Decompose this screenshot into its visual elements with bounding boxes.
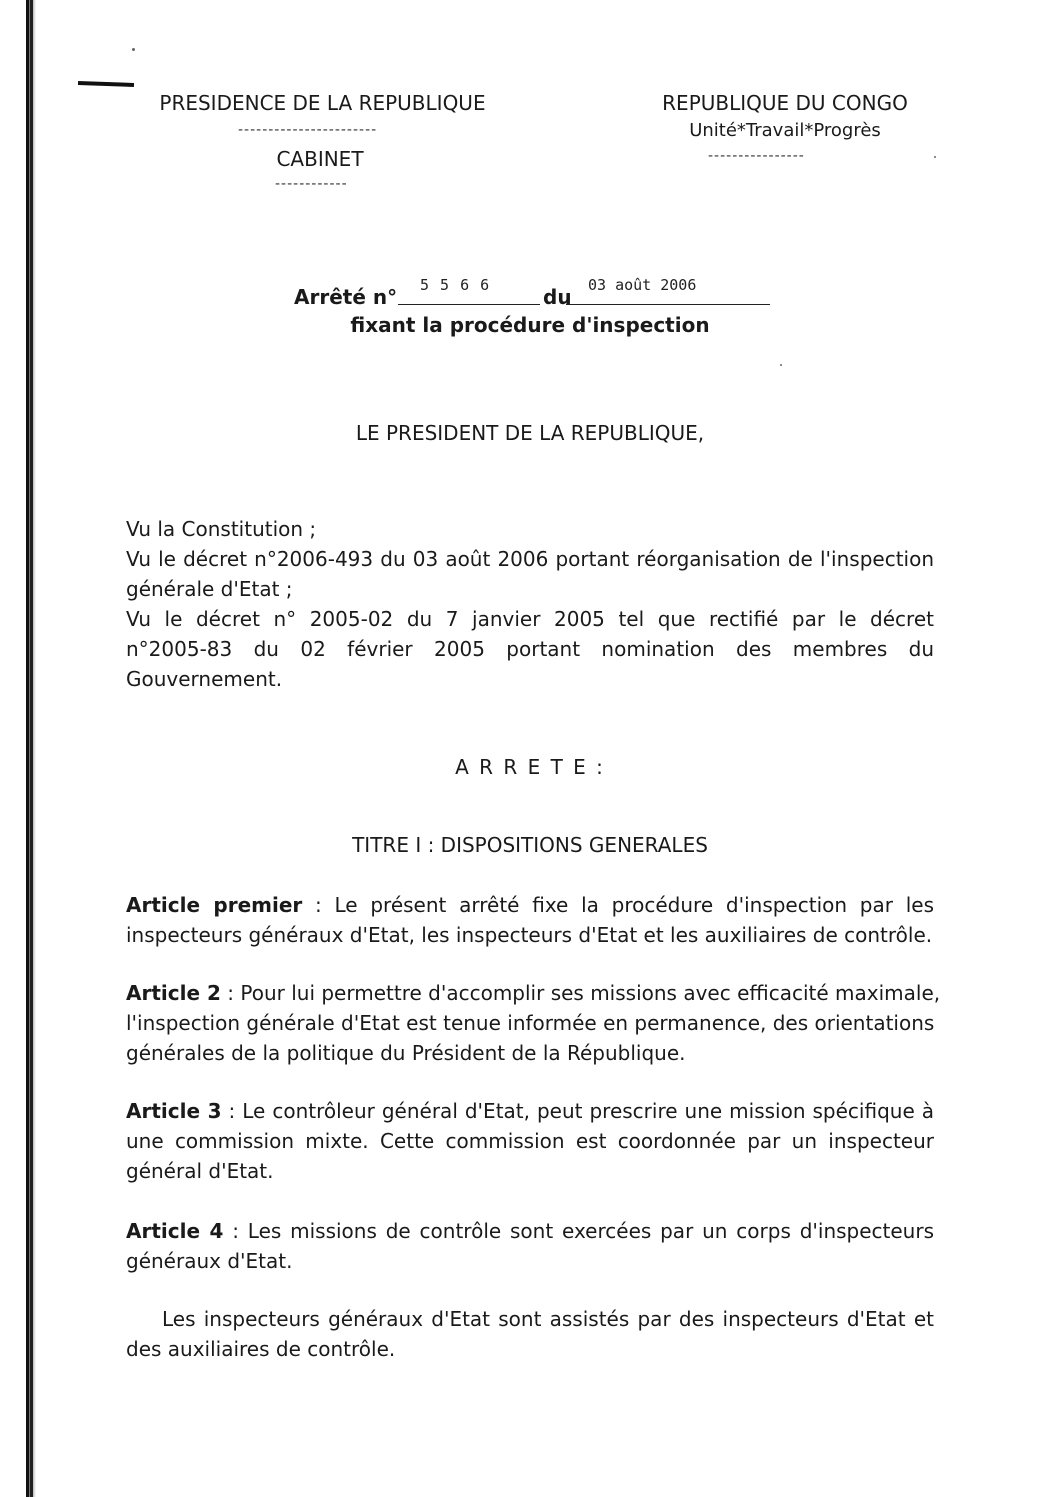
visa-line: Vu le décret n° 2005-02 du 7 janvier 2005 tel que rectifié par le décret [126,607,934,631]
article-text: une commission mixte. Cette commission est coordonnée par un inspecteur [126,1129,934,1153]
header-cabinet: CABINET [276,147,364,171]
article-2 [126,978,941,1068]
visa-line: Vu la Constitution ; [126,517,317,541]
article-label: Article premier [126,893,303,917]
article-text: généraux d'Etat. [126,1249,293,1273]
authority-heading: LE PRESIDENT DE LA REPUBLIQUE, [355,421,705,445]
decree-date: 03 août 2006 [588,276,697,294]
article-text: : Le présent arrêté fixe la procédure d'inspection par les [302,893,934,917]
visa-line: n°2005-83 du 02 février 2005 portant nomination des membres du [126,637,934,661]
visa-line: Gouvernement. [126,667,283,691]
article-text: l'inspection générale d'Etat est tenue informée en permanence, des orientations [126,1011,935,1035]
article-text: : Les missions de contrôle sont exercées par un corps d'inspecteurs [223,1219,934,1243]
scan-mark [78,81,134,87]
article-4 [126,1216,934,1276]
header-presidence: PRESIDENCE DE LA REPUBLIQUE [159,91,486,115]
article-text: général d'Etat. [126,1159,274,1183]
header-motto: Unité*Travail*Progrès [689,120,881,141]
final-text: Les inspecteurs généraux d'Etat sont assistés par des inspecteurs d'Etat et [162,1307,934,1331]
article-text: générales de la politique du Président de la République. [126,1041,686,1065]
header-republique: REPUBLIQUE DU CONGO [662,91,908,115]
article-label: Article 3 [126,1099,222,1123]
article-text: : Le contrôleur général d'Etat, peut prescrire une mission spécifique à [221,1099,934,1123]
visa-line: générale d'Etat ; [126,577,293,601]
final-paragraph [126,1304,934,1364]
article-premier [126,890,934,950]
arrete-heading: A R R E T E : [455,755,605,779]
visas-block [126,514,934,694]
scan-speck [132,48,135,51]
header-left-rule-2: ------------ [275,176,348,192]
header-right-rule: ---------------- [708,148,805,164]
article-label: Article 4 [126,1219,224,1243]
article-text: : Pour lui permettre d'accomplir ses missions avec efficacité maximale, [220,981,941,1005]
article-label: Article 2 [126,981,221,1005]
scan-speck [934,156,936,158]
decree-prefix: Arrêté n° [294,285,398,309]
titre-heading: TITRE I : DISPOSITIONS GENERALES [352,833,708,857]
decree-du-label: du [543,285,572,309]
scan-left-edge [26,0,36,1497]
scan-speck [780,364,782,366]
decree-number: 5 5 6 6 [420,276,491,294]
decree-subtitle: fixant la procédure d'inspection [350,313,710,337]
final-text: des auxiliaires de contrôle. [126,1337,396,1361]
visa-line: Vu le décret n°2006-493 du 03 août 2006 portant réorganisation de l'inspection [126,547,934,571]
article-text: inspecteurs généraux d'Etat, les inspecteurs d'Etat et les auxiliaires de contrôle. [126,923,933,947]
header-left-rule-1: ----------------------- [238,122,378,138]
article-3 [126,1096,934,1186]
